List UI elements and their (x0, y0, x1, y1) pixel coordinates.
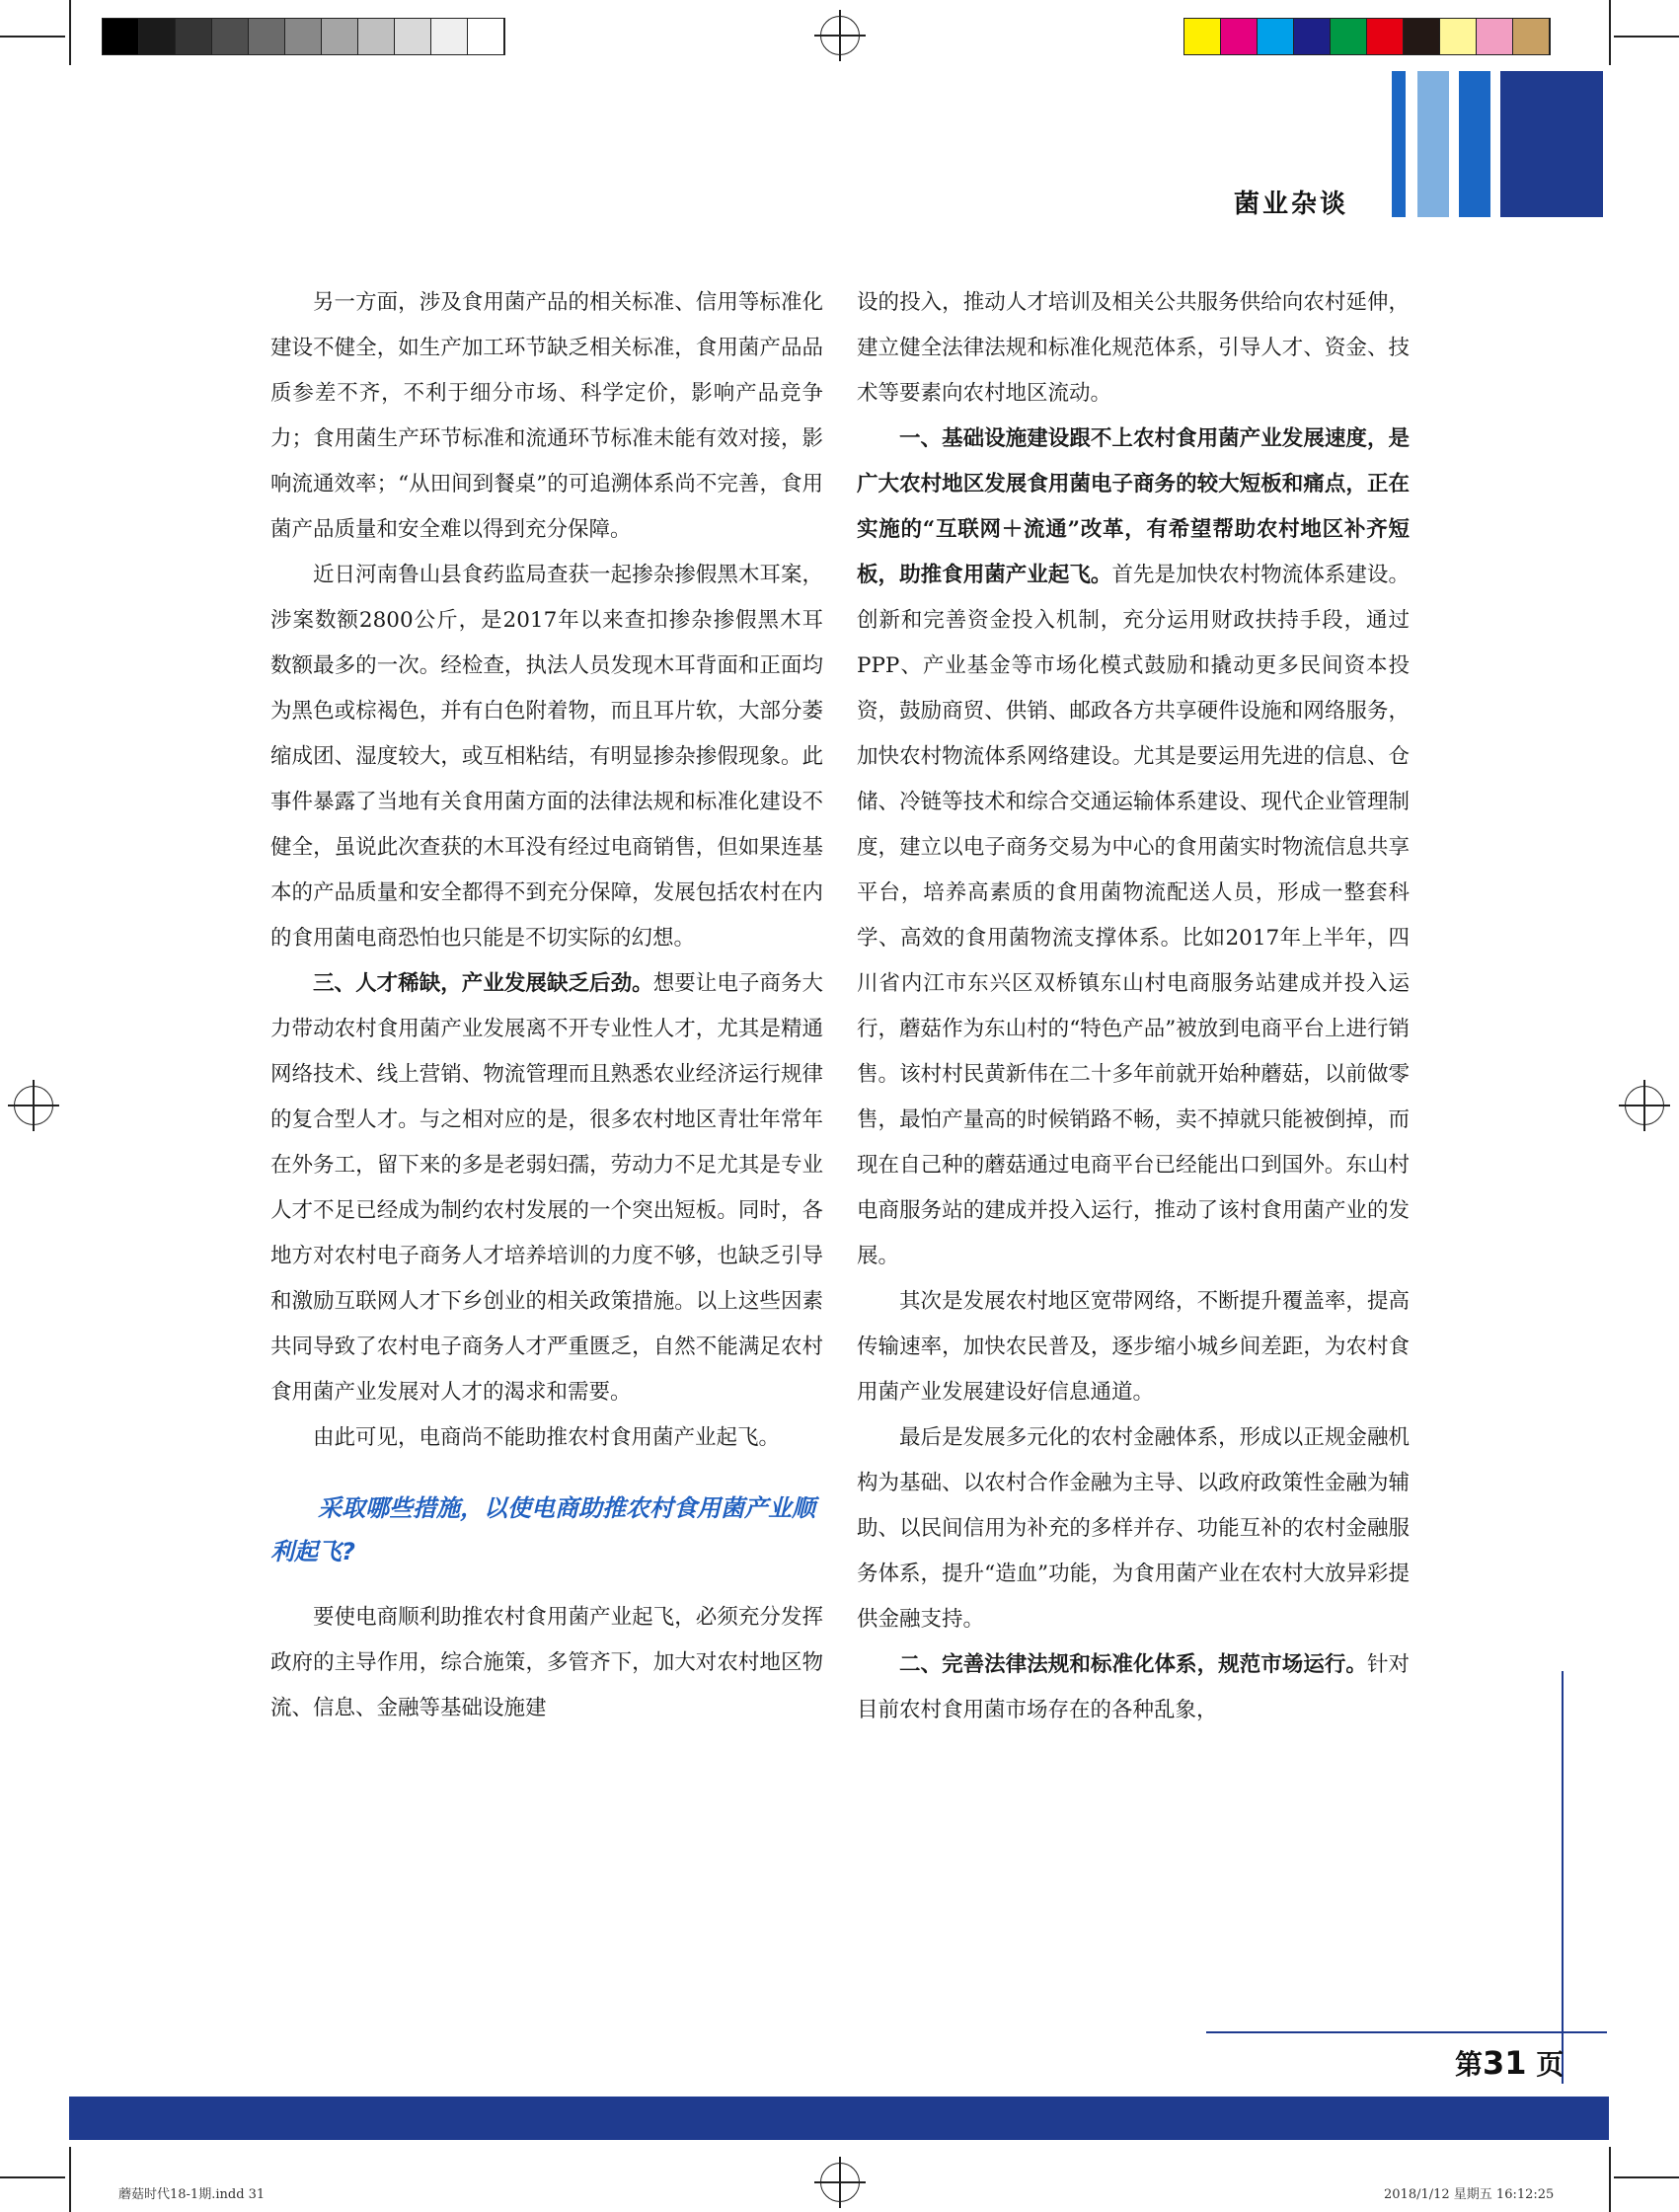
body-paragraph (270, 1595, 823, 1731)
body-paragraph (270, 553, 823, 961)
color-swatch (1367, 19, 1404, 54)
gray-swatch (358, 19, 395, 54)
paragraph-text: 首先是加快农村物流体系建设。创新和完善资金投入机制，充分运用财政扶持手段，通过PPP、产业基金等市场化模式鼓励和撬动更多民间资本投资，鼓励商贸、供销、邮政各方共享硬件设施和网络服务，加快农村物流体系网络建设。尤其是要运用先进的信息、仓储、冷链等技术和综合交通运输体系建设、现代企业管理制度，建立以电子商务交易为中心的食用菌实时物流信息共享平台，培养高素质的食用菌物流配送人员，形成一整套科学、高效的食用菌物流支撑体系。比如2017年上半年，四川省内江市东兴区双桥镇东山村电商服务站建成并投入运行，蘑菇作为东山村的“特色产品”被放到电商平台上进行销售。该村村民黄新伟在二十多年前就开始种蘑菇，以前做零售，最怕产量高的时候销路不畅，卖不掉就只能被倒掉，而现在自己种的蘑菇通过电商平台已经能出口到国外。东山村电商服务站的建成并投入运行，推动了该村食用菌产业的发展。 (857, 563, 1410, 1268)
right-column (857, 280, 1410, 1733)
body-paragraph (857, 1415, 1410, 1642)
gray-swatch (322, 19, 358, 54)
color-swatch (1513, 19, 1550, 54)
paragraph-text: 最后是发展多元化的农村金融体系，形成以正规金融机构为基础、以农村合作金融为主导、以政府政策性金融为辅助、以民间信用为补充的多样并存、功能互补的农村金融服务体系，提升“造血”功能，为食用菌产业在农村大放异彩提供金融支持。 (857, 1425, 1410, 1632)
gray-swatch (249, 19, 285, 54)
color-swatch (1331, 19, 1367, 54)
paragraph-text: 设的投入，推动人才培训及相关公共服务供给向农村延伸，建立健全法律法规和标准化规范体系，引导人才、资金、技术等要素向农村地区流动。 (857, 290, 1410, 406)
registration-mark-icon (814, 10, 866, 61)
body-paragraph (270, 1415, 823, 1461)
body-paragraph (270, 280, 823, 553)
paragraph-text: 由此可见，电商尚不能助推农村食用菌产业起飞。 (313, 1425, 781, 1450)
crop-mark (1614, 2176, 1679, 2178)
page-prefix: 第 (1455, 2048, 1484, 2081)
gray-swatch (176, 19, 212, 54)
paragraph-text: 想要让电子商务大力带动农村食用菌产业发展离不开专业性人才，尤其是精通网络技术、线上营销、物流管理而且熟悉农业经济运行规律的复合型人才。与之相对应的是，很多农村地区青壮年常年在外务工，留下来的多是老弱妇孺，劳动力不足尤其是专业人才不足已经成为制约农村发展的一个突出短板。同时，各地方对农村电子商务人才培养培训的力度不够，也缺乏引导和激励互联网人才下乡创业的相关政策措施。以上这些因素共同导致了农村电子商务人才严重匮乏，自然不能满足农村食用菌产业发展对人才的渴求和需要。 (270, 971, 823, 1405)
color-swatch (1404, 19, 1440, 54)
body-paragraph (857, 1642, 1410, 1733)
crop-mark (0, 36, 65, 38)
crop-mark (1609, 0, 1611, 65)
crop-mark (1614, 36, 1679, 38)
header-bar (1500, 71, 1603, 217)
header-bar (1392, 71, 1406, 217)
color-calibration-strip (1183, 18, 1551, 55)
header-bar (1417, 71, 1449, 217)
left-column (270, 280, 823, 1731)
print-timestamp: 2018/1/12 星期五 16:12:25 (1384, 2187, 1555, 2202)
header-bar (1459, 71, 1490, 217)
footer-band (69, 2097, 1609, 2140)
paragraph-lead: 三、人才稀缺，产业发展缺乏后劲。 (313, 971, 653, 996)
body-paragraph (857, 417, 1410, 1279)
page-suffix: 页 (1536, 2048, 1565, 2081)
paragraph-text: 其次是发展农村地区宽带网络，不断提升覆盖率，提高传输速率，加快农民普及，逐步缩小城乡间差距，为农村食用菌产业发展建设好信息通道。 (857, 1289, 1410, 1405)
gray-swatch (139, 19, 176, 54)
crop-mark (69, 2147, 71, 2212)
section-title: 菌业杂谈 (1234, 190, 1349, 219)
paragraph-text: 近日河南鲁山县食药监局查获一起掺杂掺假黑木耳案，涉案数额2800公斤，是2017年以来查扣掺杂掺假黑木耳数额最多的一次。经检查，执法人员发现木耳背面和正面均为黑色或棕褐色，并有白色附着物，而且耳片软，大部分萎缩成团、湿度较大，或互相粘结，有明显掺杂掺假现象。此事件暴露了当地有关食用菌方面的法律法规和标准化建设不健全，虽说此次查获的木耳没有经过电商销售，但如果连基本的产品质量和安全都得不到充分保障，发展包括农村在内的食用菌电商恐怕也只能是不切实际的幻想。 (270, 563, 823, 951)
gray-swatch (395, 19, 431, 54)
gray-swatch (212, 19, 249, 54)
color-swatch (1184, 19, 1221, 54)
body-paragraph (270, 961, 823, 1415)
crop-mark (69, 0, 71, 65)
crop-mark (1609, 2147, 1611, 2212)
color-swatch (1258, 19, 1294, 54)
gray-swatch (103, 19, 139, 54)
registration-mark-icon (8, 1080, 59, 1131)
registration-mark-icon (814, 2157, 866, 2208)
registration-mark-icon (1619, 1080, 1670, 1131)
section-heading: 采取哪些措施，以使电商助推农村食用菌产业顺利起飞? (270, 1494, 815, 1565)
page-number-value: 31 (1483, 2044, 1527, 2082)
paragraph-text: 针对目前农村食用菌市场存在的各种乱象， (857, 1652, 1410, 1722)
grayscale-calibration-strip (102, 18, 505, 55)
crop-mark (0, 2176, 65, 2178)
color-swatch (1477, 19, 1513, 54)
page-number (1455, 2043, 1564, 2083)
color-swatch (1294, 19, 1331, 54)
paragraph-lead: 二、完善法律法规和标准化体系，规范市场运行。 (899, 1652, 1367, 1677)
paragraph-text: 另一方面，涉及食用菌产品的相关标准、信用等标准化建设不健全，如生产加工环节缺乏相关标准，食用菌产品品质参差不齐，不利于细分市场、科学定价，影响产品竞争力；食用菌生产环节标准和流通环节标准未能有效对接，影响流通效率；“从田间到餐桌”的可追溯体系尚不完善，食用菌产品质量和安全难以得到充分保障。 (270, 290, 823, 542)
file-info: 蘑菇时代18-1期.indd 31 (118, 2187, 266, 2202)
gray-swatch (285, 19, 322, 54)
footer-rule (1206, 2031, 1607, 2033)
body-paragraph (857, 1279, 1410, 1415)
body-paragraph (857, 280, 1410, 417)
side-rule (1562, 1671, 1564, 2084)
color-swatch (1440, 19, 1477, 54)
color-swatch (1221, 19, 1258, 54)
gray-swatch (431, 19, 468, 54)
paragraph-text: 要使电商顺利助推农村食用菌产业起飞，必须充分发挥政府的主导作用，综合施策，多管齐下，加大对农村地区物流、信息、金融等基础设施建 (270, 1605, 823, 1720)
gray-swatch (468, 19, 504, 54)
paragraph-lead: 一、基础设施建设跟不上农村食用菌产业发展速度，是广大农村地区发展食用菌电子商务的较大短板和痛点，正在实施的“互联网＋流通”改革，有希望帮助农村地区补齐短板，助推食用菌产业起飞。 (857, 426, 1410, 587)
